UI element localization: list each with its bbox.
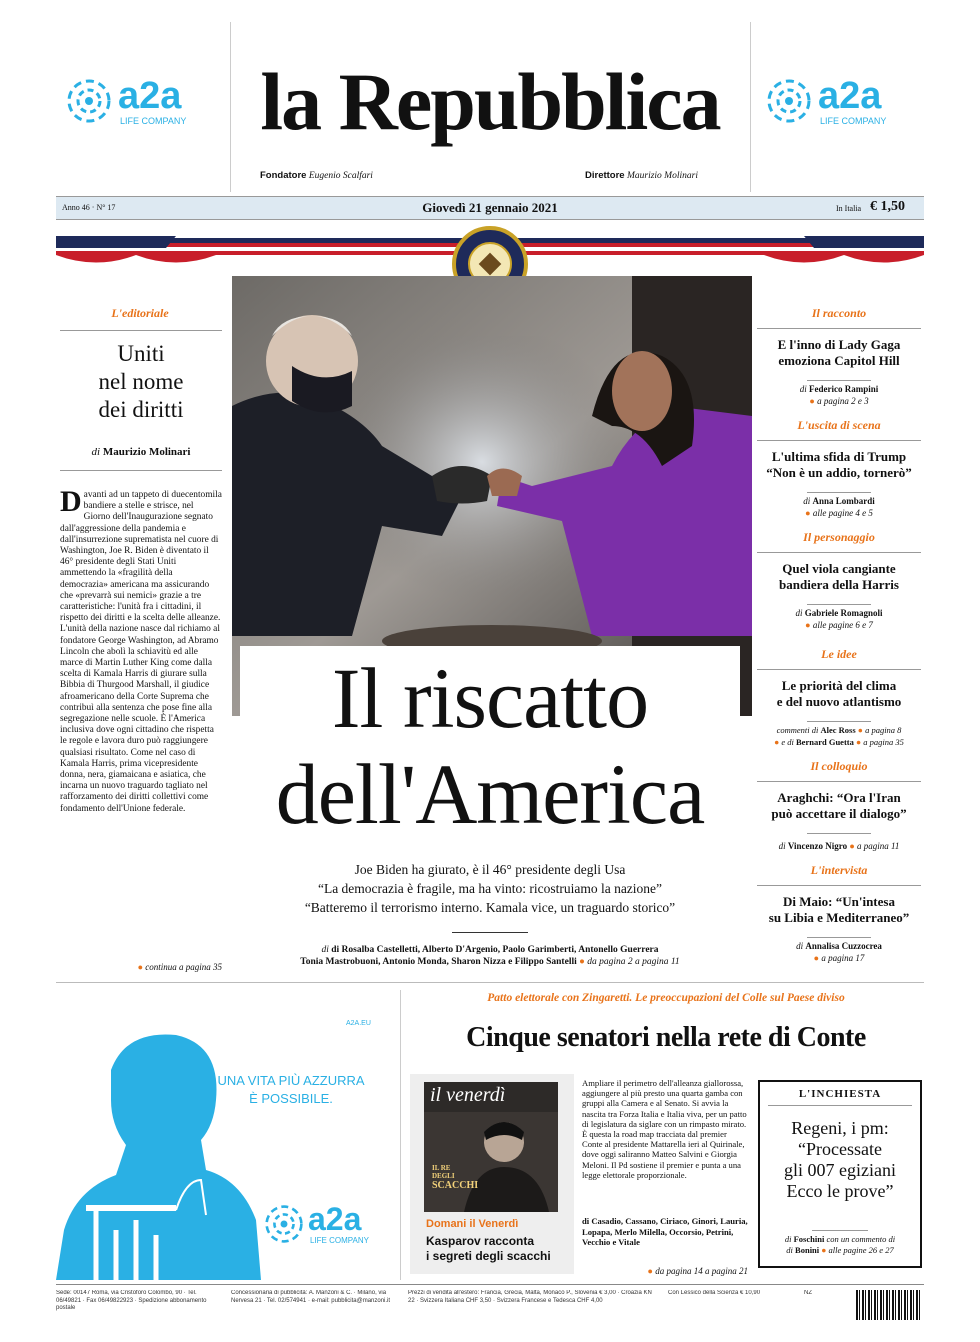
founder-name: Eugenio Scalfari (308, 171, 373, 181)
right-item[interactable]: L'uscita di scena L'ultima sfida di Trump “Non è un addio, tornerò” di Anna Lombardi ● alle pagine 4 e 5 (757, 418, 921, 519)
deck-line: Joe Biden ha giurato, è il 46° presidente degli Usa (354, 862, 626, 877)
price-label: In Italia (836, 204, 862, 213)
right-title-line: Quel viola cangiante (782, 561, 896, 576)
inchiesta-title (760, 1118, 920, 1202)
ad-slogan (196, 1072, 386, 1108)
continue-text: continua a pagina 35 (145, 962, 222, 972)
cover-text-line: SCACCHI (432, 1180, 479, 1191)
right-ad-logo[interactable] (766, 74, 926, 134)
deck-line: “La democrazia è fragile, ma ha vinto: ricostruiamo la nazione” (317, 881, 663, 896)
inchiesta-title-line: Ecco le prove” (786, 1181, 894, 1201)
ad-brand: a2a (308, 1201, 362, 1237)
editorial-text: avanti ad un tappeto di duecentomila bandiere a stelle e strisce, nel Giorno dell'Inaugurazione segnato dall'aggressione della pandemia e dall'insurrezione suprematista nel cuore di Washington, Joe R. Biden è diventato il 46° presidente degli Stati Uniti ammettendo la «fragilità della democrazia» americana ma assicurando che «prevarrà sui nemici» grazie a tre caratteristiche: l'unità fra i cittadini, il rispetto dei diritti e la scelta delle alleanze. L'unità della nazione nasce dal richiamo al fondatore George Washington, ad Abramo Lincoln che abolì la schiavitù ed alle marce di Martin Luther King come dalla scelta di Kamala Harris di giurare sulla Bibbia di Thurgood Marshall, il giudice afroamericano della Corte Suprema che contribuì alla sentenza che pose fine alla segregazione nelle scuole. È l'America inclusiva dove ogni cittadino che rispetta le regole e lavora duro può raggiungere qualsiasi risultato. Come nel caso di Kamala Harris, prima vicepresidente donna, nera, giamaicana e asiatica, che incarna un nuovo traguardo tagliato nel rafforzamento dei diritti collettivi come fondamento dell'Unione federale. (60, 490, 222, 814)
right-item[interactable]: Il personaggio Quel viola cangiante bandiera della Harris di Gabriele Romagnoli ● alle pagine 6 e 7 (757, 530, 921, 631)
right-kicker: Il racconto (811, 306, 867, 320)
bottom-ad[interactable] (56, 990, 396, 1280)
right-title-line: bandiera della Harris (779, 577, 899, 592)
right-title-line: “Non è un addio, tornerò” (766, 465, 912, 480)
founder-line (260, 170, 373, 181)
footer-col: Con Lessico della Scienza € 10,90 (668, 1290, 761, 1296)
issue-number: Anno 46 · N° 17 (62, 203, 116, 212)
byline-prefix: di (799, 384, 807, 394)
a2a-swirl-icon (66, 78, 112, 124)
byline-prefix: di (784, 1234, 792, 1244)
right-title-line: Di Maio: “Un'intesa (783, 894, 895, 909)
inchiesta-author: Foschini (793, 1234, 825, 1244)
venerdi-kicker: Domani il Venerdì (426, 1218, 519, 1230)
politics-headline[interactable]: Cinque senatori nella rete di Conte (466, 1022, 866, 1053)
right-column (757, 306, 921, 986)
byline-prefix: di (778, 841, 786, 851)
inchiesta-box[interactable] (758, 1080, 922, 1268)
editorial-title-line: Uniti (117, 341, 165, 366)
right-author: Annalisa Cuzzocrea (805, 941, 882, 951)
right-kicker: Le idee (821, 647, 857, 661)
right-item[interactable]: L'intervista Di Maio: “Un'intesa su Libia e Mediterraneo” di Annalisa Cuzzocrea ● a pagina 17 (757, 863, 921, 964)
right-pages: a pagina 8 (865, 725, 902, 735)
bylines-line: di Rosalba Castelletti, Alberto D'Argenio, Paolo Garimberti, Antonello Guerrera (331, 945, 659, 955)
right-item[interactable]: Le idee Le priorità del clima e del nuovo atlantismo commenti di Alec Ross ● a pagina 8 ● e di Bernard Guetta ● a pagina 35 (757, 647, 921, 748)
inchiesta-pages: alle pagine 26 e 27 (828, 1245, 894, 1255)
right-pages: alle pagine 6 e 7 (812, 620, 873, 630)
venerdi-cover (424, 1082, 558, 1212)
headline-line: Il riscatto (331, 650, 649, 746)
right-author: Federico Rampini (809, 384, 879, 394)
cover-text-line: DEGLI (432, 1172, 455, 1180)
venerdi-masthead: il venerdì (430, 1084, 506, 1106)
footer-col: Prezzi di vendita all'estero: Francia, Grecia, Malta, Monaco P., Slovenia € 3,00 · Croazia KN 22 · Svizzera Italiana CHF 3,50 · Svizzera Francese e Tedesca CHF 4,00 (408, 1290, 652, 1304)
politics-kicker: Patto elettorale con Zingaretti. Le preoccupazioni del Colle sul Paese diviso (487, 992, 845, 1004)
right-kicker: Il personaggio (803, 530, 875, 544)
right-author: Alec Ross (820, 725, 856, 735)
editorial-title-line: dei diritti (98, 397, 184, 422)
price: € 1,50 (870, 199, 905, 214)
a2a-swirl-icon (766, 78, 812, 124)
byline-prefix: di (795, 608, 803, 618)
inchiesta-byline: di Foschini con un commento di di Bonini ● alle pagine 26 e 27 (784, 1234, 896, 1255)
byline-prefix: commenti di (776, 725, 819, 735)
editorial-byline (60, 446, 222, 458)
right-kicker: Il colloquio (810, 759, 868, 773)
editorial-body (60, 490, 222, 960)
byline-prefix: e di (781, 737, 794, 747)
politics-byline (582, 1216, 748, 1248)
masthead-title[interactable]: la Repubblica (260, 56, 720, 147)
right-author: Vincenzo Nigro (787, 841, 848, 851)
drop-cap: D (60, 490, 82, 518)
right-item[interactable]: Il racconto E l'inno di Lady Gaga emoziona Capitol Hill di Federico Rampini ● a pagina 2 e 3 (757, 306, 921, 407)
cover-text-line: IL RE (432, 1164, 451, 1172)
right-author: Gabriele Romagnoli (804, 608, 883, 618)
right-title (757, 894, 921, 926)
woman-silhouette-icon (56, 1030, 266, 1280)
venerdi-cover-text (432, 1164, 478, 1191)
venerdi-title-line: Kasparov racconta (426, 1234, 535, 1248)
right-author: Anna Lombardi (812, 496, 875, 506)
right-pages: alle pagine 4 e 5 (812, 508, 873, 518)
right-title-line: Araghchi: “Ora l'Iran (777, 790, 901, 805)
right-item[interactable]: Il colloquio Araghchi: “Ora l'Iran può accettare il dialogo” di Vincenzo Nigro ● a pagina 11 (757, 759, 921, 852)
inchiesta-title-line: gli 007 egiziani (784, 1160, 896, 1180)
main-headline[interactable] (240, 650, 740, 842)
inchiesta-label: L'INCHIESTA (768, 1082, 912, 1106)
founder-label: Fondatore (260, 170, 307, 181)
barcode-icon (856, 1290, 922, 1320)
right-title-line: su Libia e Mediterraneo” (768, 910, 910, 925)
right-title-line: L'ultima sfida di Trump (771, 449, 907, 464)
main-pages[interactable]: da pagina 2 a pagina 11 (587, 957, 680, 967)
ad-corner-text: A2A.EU (346, 1020, 371, 1027)
footer-col: Concessionaria di pubblicità: A. Manzoni & C. · Milano, via Nervesa 21 · Tel. 02/574941 · e-mail: pubblicita@manzoni.it (231, 1290, 391, 1304)
ad-brand-sub: LIFE COMPANY (310, 1236, 369, 1245)
editorial-author: Maurizio Molinari (102, 446, 191, 458)
inchiesta-title-line: Regeni, i pm: (791, 1118, 889, 1138)
deck-line: “Batteremo il terrorismo interno. Kamala vice, un traguardo storico” (304, 900, 676, 915)
footer (56, 1290, 924, 1324)
politics-pages-text: da pagina 14 a pagina 21 (655, 1266, 748, 1276)
director-name: Maurizio Molinari (626, 171, 698, 181)
right-title (757, 561, 921, 593)
right-title-line: e del nuovo atlantismo (776, 694, 902, 709)
director-label: Direttore (585, 170, 625, 181)
right-title-line: E l'inno di Lady Gaga (777, 337, 901, 352)
politics-pages[interactable]: ● da pagina 14 a pagina 21 (647, 1266, 748, 1276)
left-ad-logo[interactable] (66, 74, 226, 134)
editorial-title[interactable] (60, 340, 222, 424)
slogan-line: UNA VITA PIÙ AZZURRA (217, 1073, 365, 1088)
footer-col: NZ (804, 1290, 812, 1296)
inchiesta-author: Bonini (795, 1245, 820, 1255)
right-title-line: Le priorità del clima (781, 678, 897, 693)
right-pages: a pagina 35 (863, 737, 904, 747)
right-title (757, 678, 921, 710)
right-author: Bernard Guetta (796, 737, 854, 747)
a2a-swirl-icon (264, 1204, 304, 1244)
right-title-line: emoziona Capitol Hill (778, 353, 900, 368)
headline-line: dell'America (275, 746, 705, 842)
byline-prefix: di (796, 941, 804, 951)
right-pages: a pagina 17 (821, 953, 865, 963)
right-title (757, 449, 921, 481)
right-pages: a pagina 2 e 3 (817, 396, 869, 406)
editorial-continue[interactable]: ● continua a pagina 35 (137, 962, 222, 972)
right-title (757, 337, 921, 369)
editorial-kicker: L'editoriale (111, 306, 169, 320)
right-title-line: può accettare il dialogo” (771, 806, 907, 821)
politics-body: Ampliare il perimetro dell'alleanza giallorossa, aggiungere al più presto una quarta gamba con gruppi alla Camera e al Senato. Si avvia la nascita tra Forza Italia e Italia viva, per un patto di legislatura da siglare con un rimpasto mirato. È questa la road map tracciata dal premier Conte al presidente Mattarella ieri al Quirinale, dove oggi saliranno Matteo Salvini e Giorgia Meloni. Il Pd sostiene il premier e punta a una legge elettorale proporzionale. (582, 1078, 747, 1180)
byline-prefix: di (91, 446, 101, 458)
right-pages: a pagina 11 (857, 841, 900, 851)
bylines-line: Tonia Mastrobuoni, Antonio Monda, Sharon Nizza e Filippo Santelli (300, 957, 577, 967)
right-kicker: L'uscita di scena (797, 418, 881, 432)
venerdi-title (426, 1234, 551, 1264)
main-bylines: di di Rosalba Castelletti, Alberto D'Argenio, Paolo Garimberti, Antonello Guerrera Tonia Mastrobuoni, Antonio Monda, Sharon Nizza e Filippo Santelli ● da pagina 2 a pagina 11 (300, 945, 680, 967)
venerdi-box[interactable] (410, 1074, 574, 1274)
inchiesta-title-line: “Processate (798, 1139, 882, 1159)
politics-byline-text: di Casadio, Cassano, Ciriaco, Ginori, Lauria, Lopapa, Merlo Milella, Occorsio, Petrini, Vecchio e Vitale (582, 1216, 748, 1247)
date: Giovedì 21 gennaio 2021 (422, 200, 558, 215)
byline-mid: con un commento di (826, 1234, 896, 1244)
director-line (585, 170, 698, 181)
dateline-bar (56, 196, 924, 220)
kasparov-cover-photo (424, 1112, 558, 1212)
right-title (757, 790, 921, 822)
ad-brand-sub: LIFE COMPANY (120, 116, 187, 126)
venerdi-title-line: i segreti degli scacchi (426, 1249, 551, 1263)
ad-brand: a2a (118, 75, 182, 117)
byline-prefix: di (803, 496, 811, 506)
main-deck (240, 860, 740, 917)
editorial-title-line: nel nome (98, 369, 184, 394)
ad-brand-sub: LIFE COMPANY (820, 116, 887, 126)
footer-col: Sede: 00147 Roma, via Cristoforo Colombo, 90 · Tel. 06/49821 · Fax 06/49822923 · Spedizione abbonamento postale (56, 1290, 207, 1311)
ad-logo (264, 1200, 394, 1250)
right-kicker: L'intervista (810, 863, 868, 877)
slogan-line: È POSSIBILE. (249, 1091, 333, 1106)
ad-brand: a2a (818, 75, 882, 117)
